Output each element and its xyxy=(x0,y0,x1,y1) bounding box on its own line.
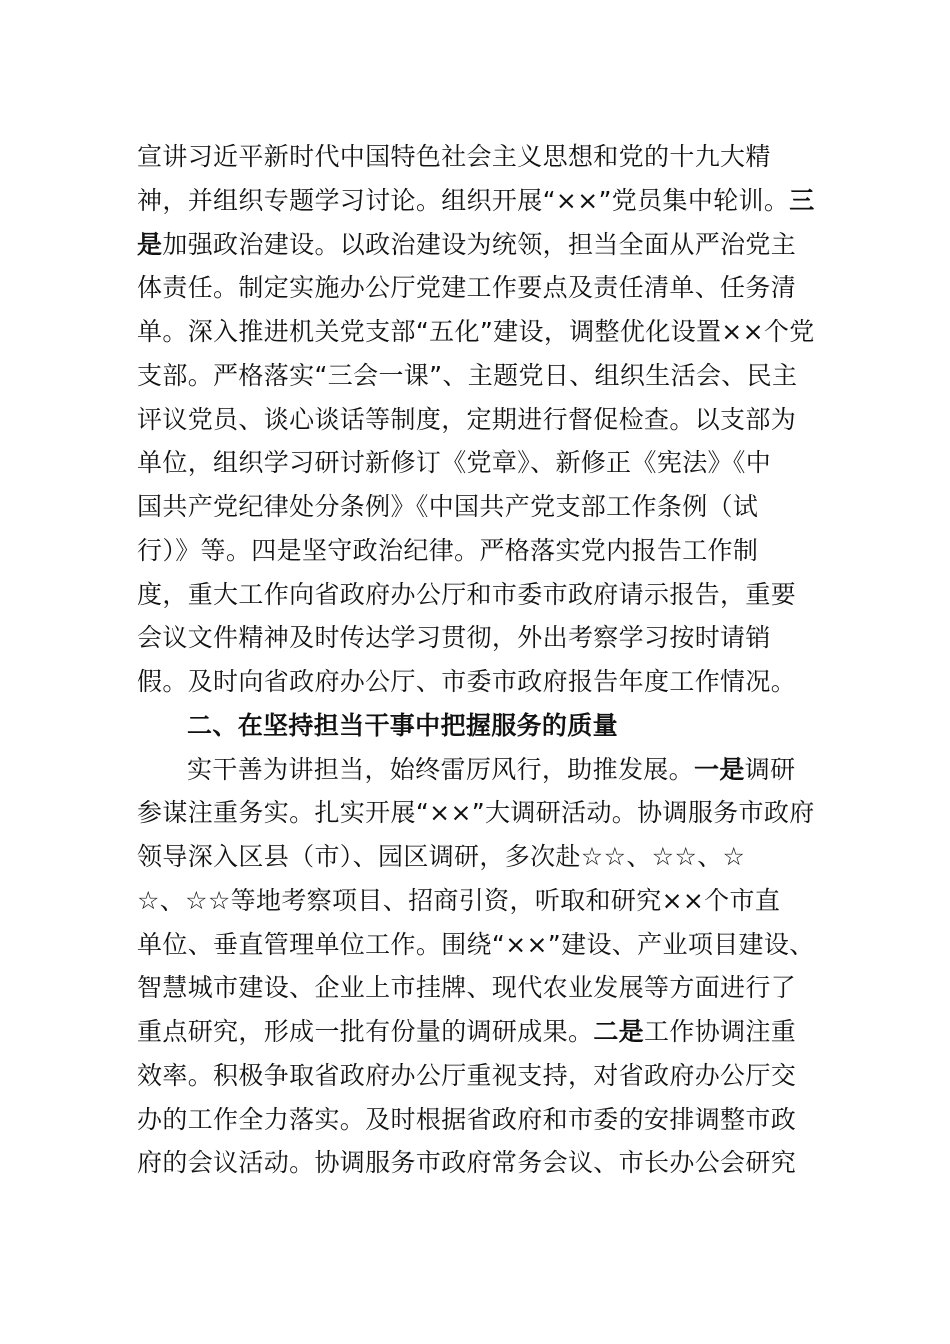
text-segment: 国共产党纪律处分条例》《中国共产党支部工作条例（试 xyxy=(137,492,759,521)
text-segment: 智慧城市建设、企业上市挂牌、现代农业发展等方面进行了 xyxy=(137,973,797,1003)
text-segment: 支部。严格落实“三会一课”、主题党日、组织生活会、民主 xyxy=(137,360,798,390)
text-segment: 加强政治建设。以政治建设为统领，担当全面从严治党主 xyxy=(162,229,797,259)
text-segment: 单。深入推进机关党支部“五化”建设，调整优化设置××个党 xyxy=(137,317,815,346)
text-segment: 假。及时向省政府办公厅、市委市政府报告年度工作情况。 xyxy=(137,667,797,696)
text-segment: 单位、垂直管理单位工作。围绕“××”建设、产业项目建设、 xyxy=(137,929,815,959)
text-line xyxy=(137,310,817,354)
body-text xyxy=(137,135,817,1185)
bold-text-segment: 一是 xyxy=(694,754,745,784)
text-segment: 会议文件精神及时传达学习贯彻，外出考察学习按时请销 xyxy=(137,623,771,653)
text-line xyxy=(137,923,817,967)
text-line xyxy=(137,660,817,704)
text-line xyxy=(137,1098,817,1142)
text-line xyxy=(137,1010,817,1054)
text-line xyxy=(137,748,817,792)
text-line xyxy=(137,1141,817,1185)
text-segment: 调研 xyxy=(744,754,796,784)
text-segment: 办的工作全力落实。及时根据省政府和市委的安排调整市政 xyxy=(137,1104,797,1134)
text-segment: 体责任。制定实施办公厅党建工作要点及责任清单、任务清 xyxy=(137,273,797,303)
bold-text-segment: 是 xyxy=(137,229,163,259)
text-line xyxy=(137,573,817,617)
bold-text-segment: 二、在坚持担当干事中把握服务的质量 xyxy=(187,710,618,740)
text-line xyxy=(137,616,817,660)
text-segment: 工作协调注重 xyxy=(644,1017,797,1046)
text-segment: 评议党员、谈心谈话等制度，定期进行督促检查。以支部为 xyxy=(137,404,797,434)
text-segment: 参谋注重务实。扎实开展“××”大调研活动。协调服务市政府 xyxy=(137,798,815,828)
text-line xyxy=(137,223,817,267)
text-line xyxy=(137,135,817,179)
text-segment: 度，重大工作向省政府办公厅和市委市政府请示报告，重要 xyxy=(137,579,797,609)
text-line xyxy=(137,354,817,398)
text-line xyxy=(137,398,817,442)
text-segment: 重点研究，形成一批有份量的调研成果。 xyxy=(137,1017,594,1046)
text-segment: 府的会议活动。协调服务市政府常务会议、市长办公会研究 xyxy=(137,1148,797,1178)
text-segment: 领导深入区县（市）、园区调研，多次赴☆☆、☆☆、☆ xyxy=(137,842,746,871)
text-line xyxy=(137,835,817,879)
text-line xyxy=(137,529,817,573)
text-line xyxy=(137,966,817,1010)
text-segment: ☆、☆☆等地考察项目、招商引资，听取和研究××个市直 xyxy=(137,885,781,915)
bold-text-segment: 二是 xyxy=(593,1017,645,1046)
text-line xyxy=(137,879,817,923)
section-heading xyxy=(137,704,817,748)
text-segment: 单位，组织学习研讨新修订《党章》、新修正《宪法》《中 xyxy=(137,448,772,478)
bold-text-segment: 三 xyxy=(789,185,815,215)
text-segment: 宣讲习近平新时代中国特色社会主义思想和党的十九大精 xyxy=(137,142,771,171)
text-line xyxy=(137,441,817,485)
text-line xyxy=(137,266,817,310)
text-segment: 效率。积极争取省政府办公厅重视支持，对省政府办公厅交 xyxy=(137,1060,797,1090)
text-segment: 行）》等。四是坚守政治纪律。严格落实党内报告工作制 xyxy=(137,535,759,565)
text-line xyxy=(137,179,817,223)
text-segment: 神，并组织专题学习讨论。组织开展“××”党员集中轮训。 xyxy=(137,185,790,215)
text-line xyxy=(137,1054,817,1098)
text-line xyxy=(137,791,817,835)
text-line xyxy=(137,485,817,529)
text-segment: 实干善为讲担当，始终雷厉风行，助推发展。 xyxy=(187,754,695,784)
